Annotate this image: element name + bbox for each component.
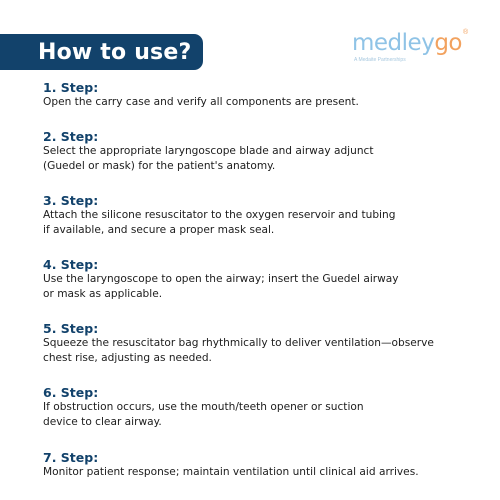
registered-mark: ®	[463, 29, 469, 36]
step-heading: 1. Step:	[43, 80, 99, 95]
brand-logo-accent: go	[434, 30, 462, 56]
step-7	[43, 450, 473, 480]
header-banner	[0, 34, 203, 70]
step-text: Use the laryngoscope to open the airway; insert the Guedel airway or mask as applicable.	[43, 273, 399, 300]
step-3	[43, 193, 473, 238]
step-1	[43, 80, 473, 110]
step-text: Attach the silicone resuscitator to the oxygen reservoir and tubing if available, and secure a proper mask seal.	[43, 209, 396, 236]
page-title: How to use?	[38, 39, 192, 65]
step-6	[43, 385, 473, 430]
step-5	[43, 321, 473, 366]
step-heading: 4. Step:	[43, 257, 99, 272]
brand-logo-main: medley	[352, 30, 435, 56]
step-heading: 3. Step:	[43, 193, 99, 208]
step-text: Monitor patient response; maintain ventilation until clinical aid arrives.	[43, 466, 419, 478]
step-text: Open the carry case and verify all components are present.	[43, 96, 359, 108]
step-heading: 2. Step:	[43, 129, 99, 144]
step-heading: 6. Step:	[43, 385, 99, 400]
step-text: Select the appropriate laryngoscope blade and airway adjunct (Guedel or mask) for the patient's anatomy.	[43, 145, 374, 172]
brand-logo-text	[352, 30, 462, 56]
step-text: Squeeze the resuscitator bag rhythmically to deliver ventilation—observe chest rise, adjusting as needed.	[43, 337, 434, 364]
step-4	[43, 257, 473, 302]
step-heading: 5. Step:	[43, 321, 99, 336]
step-text: If obstruction occurs, use the mouth/teeth opener or suction device to clear airway.	[43, 401, 364, 428]
brand-logo	[352, 30, 468, 64]
step-heading: 7. Step:	[43, 450, 99, 465]
step-2	[43, 129, 473, 174]
brand-tagline: A Medaite Partnerships	[354, 57, 406, 63]
